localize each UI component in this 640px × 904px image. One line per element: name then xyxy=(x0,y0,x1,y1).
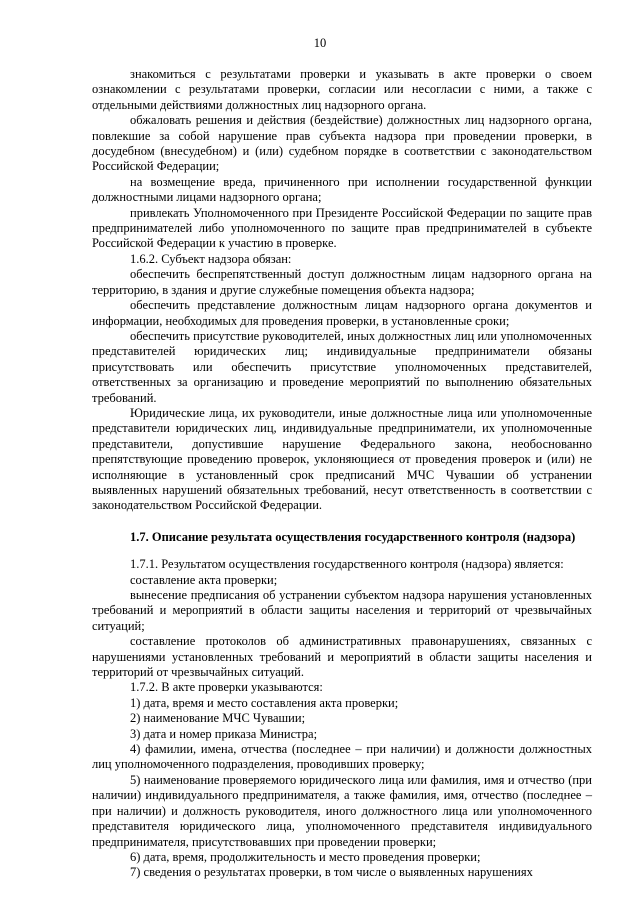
paragraph: 3) дата и номер приказа Министра; xyxy=(130,726,318,741)
paragraph: составление протоколов об административных правонарушениях, связанных с нарушениями установленных требований и мероприятий в области защиты населения и территорий от чрезвычайных ситуаций. xyxy=(92,634,592,680)
page-number: 10 xyxy=(313,36,327,50)
paragraph: обеспечить беспрепятственный доступ должностным лицам надзорного органа на территорию, в здания и другие служебные помещения объекта надзора; xyxy=(92,267,592,297)
paragraph: вынесение предписания об устранении субъектом надзора нарушения установленных требований и мероприятий в области защиты населения и территорий от чрезвычайных ситуаций; xyxy=(92,588,592,633)
paragraph: обеспечить присутствие руководителей, иных должностных лиц или уполномоченных представителей юридических лиц; индивидуальные предприниматели обязаны присутствовать или обеспечить присутствие уполномоченных представителей, ответственных за организацию и проведение мероприятий по выполнению обязательных требований. xyxy=(92,328,592,405)
paragraph: 2) наименование МЧС Чувашии; xyxy=(130,711,306,726)
results-section xyxy=(92,557,592,881)
paragraph: 1.7.1. Результатом осуществления государственного контроля (надзора) является: xyxy=(130,557,564,572)
paragraph: 1.6.2. Субъект надзора обязан: xyxy=(130,251,292,266)
paragraph: 1.7.2. В акте проверки указываются: xyxy=(130,680,323,695)
paragraph: Юридические лица, их руководители, иные должностные лица или уполномоченные представители юридических лиц, индивидуальные предприниматели, их уполномоченные представители, допустившие нарушение Федерального закона, необоснованно препятствующие проведению проверок, уклоняющиеся от проведения проверок и (или) не исполняющие в установленный срок предписаний МЧС Чувашии об устранении выявленных нарушений обязательных требований, несут ответственность в соответствии с законодательством Российской Федерации. xyxy=(92,405,592,513)
document-body xyxy=(92,67,592,881)
paragraph: обжаловать решения и действия (бездействие) должностных лиц надзорного органа, повлекшие за собой нарушение прав субъекта надзора при проведении проверки, в досудебном (внесудебном) и (или) судебном порядке в соответствии с законодательством Российской Федерации; xyxy=(92,113,592,174)
paragraph: обеспечить представление должностным лицам надзорного органа документов и информации, необходимых для проведения проверки, в установленные сроки; xyxy=(92,298,592,328)
paragraph: привлекать Уполномоченного при Президенте Российской Федерации по защите прав предпринимателей либо уполномоченного по защите прав предпринимателей в субъекте Российской Федерации к участию в проверке. xyxy=(92,205,592,251)
paragraph: 7) сведения о результатах проверки, в том числе о выявленных нарушениях xyxy=(130,865,533,880)
section-heading: 1.7. Описание результата осуществления государственного контроля (надзора) xyxy=(130,529,576,544)
paragraph: на возмещение вреда, причиненного при исполнении государственной функции должностными лицами надзорного органа; xyxy=(92,174,592,205)
paragraph: 6) дата, время, продолжительность и место проведения проверки; xyxy=(130,849,481,864)
paragraph: 1) дата, время и место составления акта проверки; xyxy=(130,695,399,710)
rights-and-duties-section xyxy=(92,67,592,514)
paragraph: знакомиться с результатами проверки и указывать в акте проверки о своем ознакомлении с результатами проверки, согласии или несогласии с ними, а также с отдельными действиями должностных лиц надзорного органа. xyxy=(92,67,592,112)
paragraph: 5) наименование проверяемого юридического лица или фамилия, имя и отчество (при наличии) индивидуального предпринимателя, а также фамилия, имя, отчество (последнее – при наличии) и должность руководителя, иного должностного лица или уполномоченного представителя юридического лица, уполномоченного представителя индивидуального предпринимателя, присутствовавших при проведении проверки; xyxy=(92,772,592,849)
paragraph: 4) фамилии, имена, отчества (последнее – при наличии) и должности должностных лиц уполномоченного подразделения, проводивших проверку; xyxy=(92,742,592,772)
paragraph: составление акта проверки; xyxy=(130,572,278,587)
